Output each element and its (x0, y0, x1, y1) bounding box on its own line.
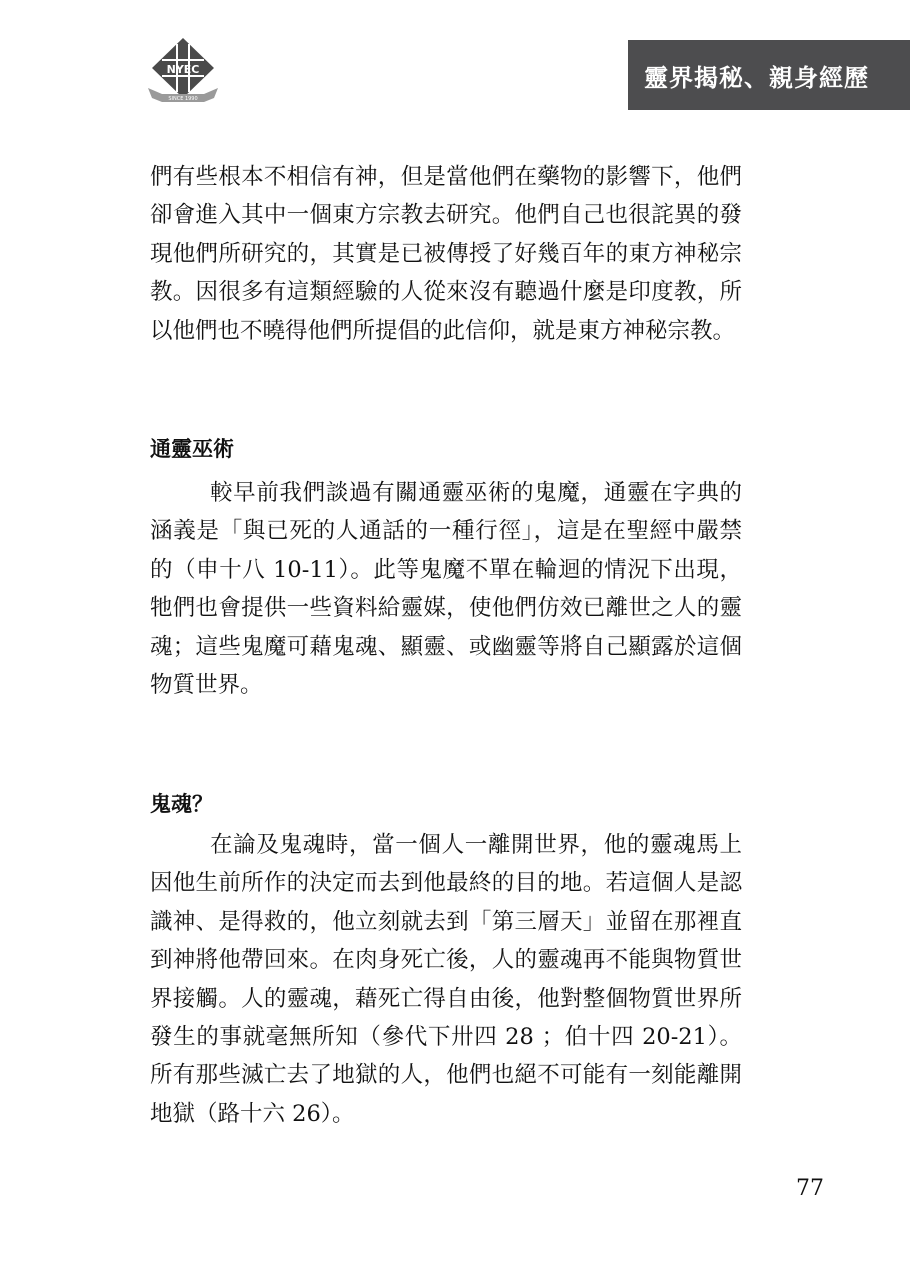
paragraph-3: 在論及鬼魂時，當一個人一離開世界，他的靈魂馬上因他生前所作的決定而去到他最終的目的地。若這個人是認識神、是得救的，他立刻就去到「第三層天」並留在那裡直到神將他帶回來。在肉身死亡後，人的靈魂再不能與物質世界接觸。人的靈魂，藉死亡得自由後，他對整個物質世界所發生的事就毫無所知（參代下卅四 28 ；伯十四 20-21）。所有那些滅亡去了地獄的人，他們也絕不可能有一刻能離開地獄（路十六 26）。 (150, 832, 742, 1127)
paragraph-1: 們有些根本不相信有神，但是當他們在藥物的影響下，他們卻會進入其中一個東方宗教去研究。他們自己也很詫異的發現他們所研究的，其實是已被傳授了好幾百年的東方神秘宗教。因很多有這類經驗的人從來沒有聽過什麼是印度教，所以他們也不曉得他們所提倡的此信仰，就是東方神秘宗教。 (150, 164, 742, 344)
logo-text: NYEC (166, 63, 200, 76)
chapter-title-bar (628, 40, 910, 110)
section-heading-spiritism: 通靈巫術 (150, 437, 234, 461)
logo-subtext: SINCE 1990 (168, 96, 198, 102)
nyec-logo (142, 36, 226, 106)
chapter-title: 靈界揭秘、親身經歷 (644, 63, 869, 92)
section-heading-ghosts: 鬼魂？ (150, 792, 213, 816)
page-number: 77 (796, 1176, 824, 1201)
paragraph-2: 較早前我們談過有關通靈巫術的鬼魔，通靈在字典的涵義是「與已死的人通話的一種行徑」，這是在聖經中嚴禁的（申十八 10-11）。此等鬼魔不單在輪迴的情況下出現，牠們也會提供一些資料給靈媒，使他們仿效已離世之人的靈魂；這些鬼魔可藉鬼魂、顯靈、或幽靈等將自己顯露於這個物質世界。 (150, 480, 742, 699)
